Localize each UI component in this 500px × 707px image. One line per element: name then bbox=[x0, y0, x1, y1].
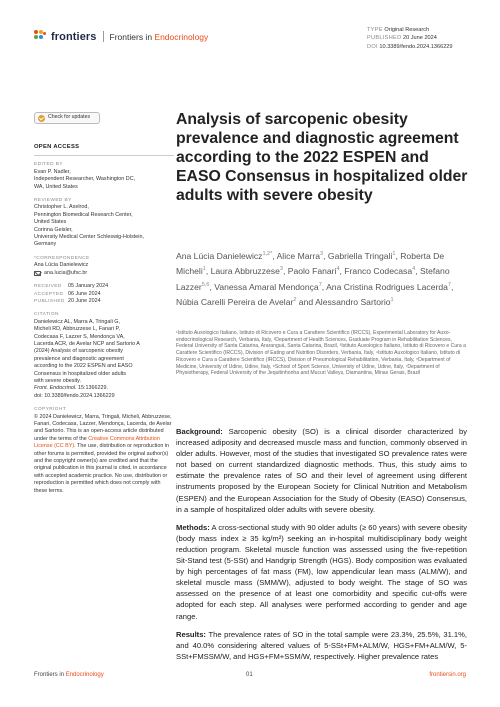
check-updates-button[interactable] bbox=[34, 112, 100, 124]
page-header bbox=[34, 26, 474, 52]
citation-line: according to the 2022 ESPEN and EASO bbox=[34, 363, 133, 370]
author-affiliation-mark: 3 bbox=[279, 266, 283, 273]
site-link[interactable]: frontiersin.org bbox=[429, 672, 466, 678]
abstract bbox=[176, 426, 467, 669]
article-type: Original Research bbox=[384, 27, 430, 33]
author-name[interactable]: Roberta De Micheli bbox=[176, 250, 445, 277]
check-updates-label: Check for updates bbox=[48, 114, 91, 121]
citation-block bbox=[34, 311, 174, 400]
citation-line: prevalence and diagnostic agreement bbox=[34, 355, 124, 362]
logo-divider bbox=[103, 31, 104, 42]
author-name[interactable]: Ana Lúcia Danielewicz bbox=[176, 250, 263, 261]
author-name[interactable]: Alice Marra bbox=[276, 250, 321, 261]
reviewed-by-label: REVIEWED BY bbox=[34, 198, 72, 204]
dates-block bbox=[34, 283, 174, 305]
correspondence-block bbox=[34, 255, 174, 277]
author-affiliation-mark: 1 bbox=[202, 266, 206, 273]
copyright-label: COPYRIGHT bbox=[34, 407, 67, 413]
abstract-background: Background: Sarcopenic obesity (SO) is a clinical disorder characterized by increased adiposity and decreased muscle mass and function, commonly observed in older adults. However, most of the studies that investigated SO prevalence rates were not based on current standardized diagnostic methods. Thus, this study aims to estimate the prevalence rates of SO and their level of agreement using different instruments proposed by the European Society for Clinical Nutrition and Metabolism (ESPEN) and the European Association for the Study of Obesity (EASO) Consensus, in a sample of hospitalized older adults with severe obesity. bbox=[176, 427, 467, 514]
citation-line: (2024) Analysis of sarcopenic obesity bbox=[34, 348, 123, 355]
date-value: 20 June 2024 bbox=[68, 297, 101, 304]
date-label: RECEIVED bbox=[34, 284, 62, 290]
reviewer-line: Pennington Biomedical Research Center, bbox=[34, 211, 133, 218]
editor-line: Evan P. Nadler, bbox=[34, 168, 71, 175]
published-label: PUBLISHED bbox=[367, 35, 402, 42]
author-list: Ana Lúcia Danielewicz$^{1,2*}$, Alice Marra$^3$, Gabriella Tringali$^1$, Roberta De Micheli$^1$, Laura Abbruzzese$^3$, Paolo Fanari$^4$, Franco Codecasa$^4$, Stefano Lazzer$^{5,6}$, Vanessa Amaral Mendonça$^7$, Ana Cristina Rodrigues Lacerda$^7$, Núbia Carelli Pereira de Avelar$^2$ and Alessandro Sartorio$^1$ bbox=[176, 250, 454, 307]
author-name[interactable]: Stefano Lazzer bbox=[176, 266, 450, 292]
author-affiliation-mark: 5,6 bbox=[201, 281, 210, 288]
author-name[interactable]: Núbia Carelli Pereira de Avelar bbox=[176, 296, 294, 307]
date-value: 05 January 2024 bbox=[68, 283, 109, 290]
footer-journal: Frontiers in Endocrinology bbox=[34, 672, 104, 678]
author-affiliation-mark: 1,2* bbox=[262, 251, 273, 257]
frontiers-logo[interactable] bbox=[34, 30, 208, 43]
author-affiliation-mark: 4 bbox=[412, 266, 416, 273]
author-name[interactable]: Laura Abbruzzese bbox=[210, 266, 280, 277]
citation-journal: Front. Endocrinol. bbox=[34, 385, 77, 392]
abstract-results: Results: The prevalence rates of SO in the total sample were 23.3%, 25.5%, 31.1%, and 40.0% considering altered values of 5-SSt+FM+ALM/W, HGS+FM+ALM/W, 5-SSt+FMSSM/W, and HGS+FM+SSM/W, respectively. Higher prevalence rates bbox=[176, 629, 467, 661]
article-meta bbox=[367, 26, 453, 51]
author-name[interactable]: Gabriella Tringali bbox=[327, 250, 393, 261]
page-footer bbox=[34, 672, 466, 682]
editor-line: WA, United States bbox=[34, 183, 78, 190]
reviewer-line: United States bbox=[34, 219, 67, 226]
citation-line: Consensus in hospitalized older adults bbox=[34, 370, 126, 377]
citation-line: with severe obesity. bbox=[34, 377, 81, 384]
email-row[interactable] bbox=[34, 270, 174, 277]
correspondence-name: Ana Lúcia Danielewicz bbox=[34, 262, 89, 269]
correspondence-label: *CORRESPONDENCE bbox=[34, 255, 90, 261]
date-row bbox=[34, 291, 174, 298]
correspondence-email[interactable]: ana.lucia@ufsc.br bbox=[44, 269, 88, 276]
citation-doi[interactable]: doi: 10.3389/fendo.2024.1366229 bbox=[34, 392, 115, 399]
author-name[interactable]: Franco Codecasa bbox=[344, 266, 413, 277]
author-name[interactable]: Ana Cristina Rodrigues Lacerda bbox=[326, 281, 448, 292]
open-access-label: OPEN ACCESS bbox=[34, 144, 80, 150]
citation-line: Codecasa F, Lazzer S, Mendonça VA, bbox=[34, 333, 125, 340]
doi-label: DOI bbox=[367, 43, 378, 50]
reviewer-line: Germany bbox=[34, 241, 57, 248]
author-name[interactable]: Alessandro Sartorio bbox=[315, 296, 391, 307]
frontiers-logo-icon bbox=[34, 30, 47, 43]
author-affiliation-mark: 4 bbox=[336, 266, 340, 273]
date-label: PUBLISHED bbox=[34, 298, 65, 304]
edited-by-label: EDITED BY bbox=[34, 162, 63, 168]
affiliations: ¹Istituto Auxologico Italiano, Istituto di Ricovero e Cura a Carattere Scientifico (IRCCS), Experimental Laboratory for Auxo-endocrinological Research, Verbania, Italy, ²Department of Health Sciences, Graduate Program in Rehabilitation Sciences, Federal University of Santa Catarina, Araranguá, Santa Catarina, Brazil, ³Istituto Auxologico Italiano, Istituto di Ricovero e Cura a Carattere Scientifico (IRCCS), Division of Eating and Nutrition Disorders, Verbania, Italy, ⁴Istituto Auxologico Italiano, Istituto di Ricovero e Cura a Carattere Scientifico (IRCCS), Division of Pneumological Rehabilitation, Verbania, Italy, ⁵Department of Medicine, University of Udine, Udine, Italy, ⁶School of Sport Science, University of Udine, Udine, Italy, ⁷Department of Physiotherapy, Federal University of the Jequitinhonha and Mucuri Valleys, Diamantina, Minas Gerais, Brazil bbox=[176, 330, 466, 377]
author-name[interactable]: Vanessa Amaral Mendonça bbox=[214, 281, 319, 292]
article-title: Analysis of sarcopenic obesity prevalence and diagnostic agreement according to the 2022 ESPEN and EASO Consensus in hospitalized older adults with severe obesity bbox=[176, 111, 468, 204]
published-date: 20 June 2024 bbox=[402, 35, 437, 42]
date-row bbox=[34, 283, 174, 290]
sidebar bbox=[34, 112, 174, 501]
abstract-methods: Methods: A cross-sectional study with 90 older adults (≥ 60 years) with severe obesity (body mass index ≥ 35 kg/m²) seeking an in-hospital multidisciplinary body weight reduction program. Skeletal muscle function was assessed using the five-repetition Sit-Stand test (5-SSt) and Handgrip Strength (HGS). Body composition was evaluated by high percentages of fat mass (FM), low appendicular lean mass (ALM/W), and skeletal muscle mass (SMM/W), adjusted to body weight. The stage of SO was assessed on the presence of at least one comorbidity and specific cut-offs were adopted for each step. All analyses were performed according to gender and age range. bbox=[176, 522, 467, 621]
citation-label: CITATION bbox=[34, 312, 59, 318]
envelope-icon bbox=[34, 271, 41, 276]
reviewer-line: University Medical Center Schleswig-Holstein, bbox=[34, 234, 144, 241]
author-affiliation-mark: 2 bbox=[293, 296, 297, 303]
divider bbox=[34, 155, 174, 156]
journal-name: Frontiers in Endocrinology bbox=[109, 31, 209, 42]
copyright-block bbox=[34, 406, 174, 495]
editor-line: Independent Researcher, Washington DC, bbox=[34, 176, 136, 183]
copyright-text: © 2024 Danielewicz, Marra, Tringali, Micheli, Abbruzzese, Fanari, Codecasa, Lazzer, Mendonça, Lacerda, de Avelar and Sartorio. This is an open-access article distributed under the terms of the Creative Commons Attribution License (CC BY). The use, distribution or reproduction in other forums is permitted, provided the original author(s) and the copyright owner(s) are credited and that the original publication in this journal is cited, in accordance with accepted academic practice. No use, distribution or reproduction is permitted which does not comply with these terms. bbox=[34, 413, 172, 494]
citation-journal-line bbox=[34, 385, 174, 392]
author-affiliation-mark: 7 bbox=[318, 281, 322, 288]
date-label: ACCEPTED bbox=[34, 291, 64, 297]
brand-name: frontiers bbox=[51, 30, 97, 43]
citation-line: Micheli RD, Abbruzzese L, Fanari P, bbox=[34, 326, 120, 333]
reviewer-line: Corinna Geisler, bbox=[34, 226, 73, 233]
author-affiliation-mark: 1 bbox=[392, 251, 396, 257]
date-value: 06 June 2024 bbox=[68, 290, 101, 297]
citation-volume: 15:1366229. bbox=[76, 385, 109, 392]
citation-line: Danielewicz AL, Marra A, Tringali G, bbox=[34, 318, 120, 325]
citation-line: Lacerda ACR, de Avelar NCP and Sartorio A bbox=[34, 340, 140, 347]
page-number: 01 bbox=[246, 672, 253, 678]
license-link[interactable]: Creative Commons Attribution License (CC BY) bbox=[34, 435, 160, 450]
edited-by-block bbox=[34, 161, 174, 191]
reviewed-by-block bbox=[34, 197, 174, 249]
check-updates-icon bbox=[38, 115, 45, 122]
date-row bbox=[34, 298, 174, 305]
author-affiliation-mark: 3 bbox=[320, 251, 324, 257]
type-label: TYPE bbox=[367, 27, 383, 33]
doi-link[interactable]: 10.3389/fendo.2024.1366229 bbox=[379, 43, 453, 50]
author-affiliation-mark: 7 bbox=[447, 281, 451, 288]
reviewer-line: Christopher L. Axelrod, bbox=[34, 204, 89, 211]
author-affiliation-mark: 1 bbox=[390, 296, 394, 303]
author-name[interactable]: Paolo Fanari bbox=[287, 266, 337, 277]
